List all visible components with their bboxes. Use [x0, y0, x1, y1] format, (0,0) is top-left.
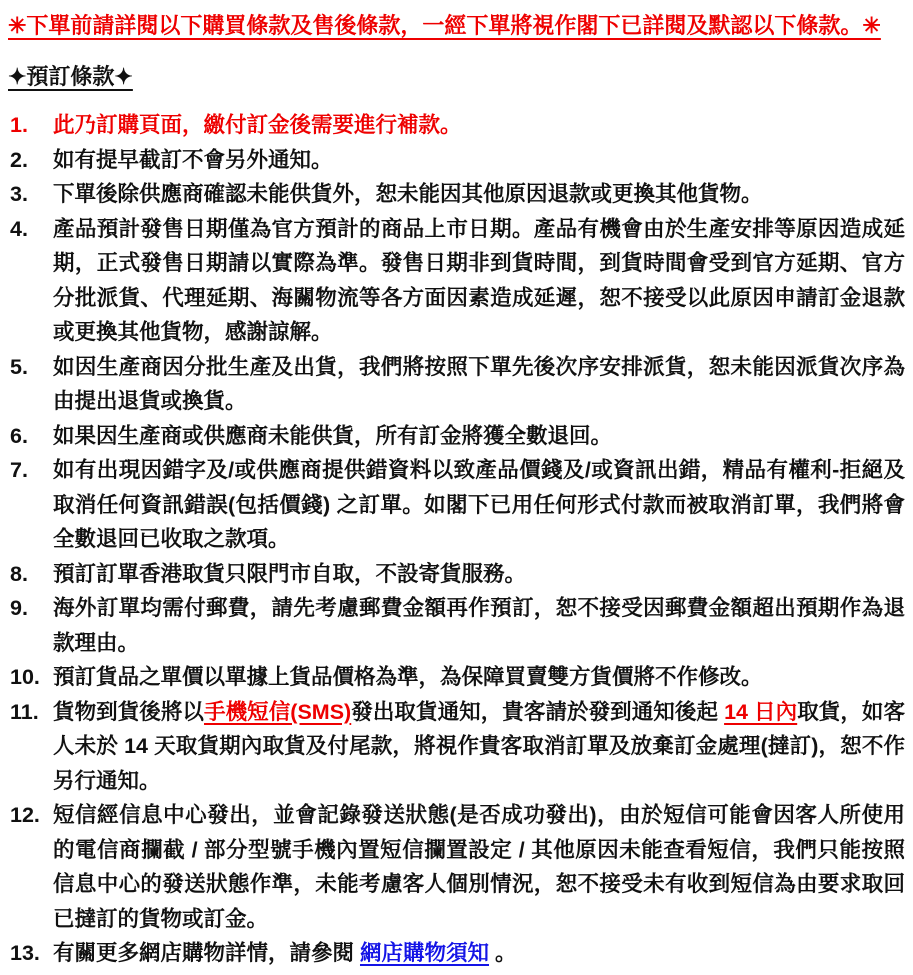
term-text-segment: 。	[489, 941, 517, 965]
section-title-row	[8, 59, 905, 94]
term-item	[8, 660, 905, 695]
term-item	[8, 108, 905, 143]
term-text-segment: 如有提早截訂不會另外通知。	[53, 147, 333, 172]
section-title: ✦預訂條款✦	[8, 64, 133, 89]
term-number: 2.	[10, 147, 28, 172]
term-number: 10.	[10, 665, 40, 689]
term-number: 3.	[10, 182, 28, 206]
term-text-segment: 此乃訂購頁面，繳付訂金後需要進行補款。	[53, 113, 462, 137]
term-item	[8, 419, 905, 454]
term-item	[8, 591, 905, 660]
term-text-segment: 產品預計發售日期僅為官方預計的商品上市日期。產品有機會由於生產安排等原因造成延期，正式發售日期請以實際為準。發售日期非到貨時間，到貨時間會受到官方延期、官方分批派貨、代理延期、海關物流等各方面因素造成延遲，恕不接受以此原因申請訂金退款或更換其他貨物，感謝諒解。	[53, 216, 905, 344]
term-text-segment: 海外訂單均需付郵費，請先考慮郵費金額再作預訂，恕不接受因郵費金額超出預期作為退款理由。	[53, 596, 905, 655]
term-text-segment: 短信經信息中心發出，並會記錄發送狀態(是否成功發出)，由於短信可能會因客人所使用的電信商攔截 / 部分型號手機內置短信攔置設定 / 其他原因未能查看短信，我們只能按照信息中心的發送狀態作準，未能考慮客人個別情況，恕不接受未有收到短信為由要求取回已撻訂的貨物或訂金。	[53, 803, 905, 931]
term-text-segment: 取貨，如客人未於 14 天取貨期內取貨及付尾款，將視作貴客取消訂單及放棄訂金處理(撻訂)，恕不作另行通知。	[53, 699, 905, 793]
term-text-segment: 預訂貨品之單價以單據上貨品價格為準，為保障買賣雙方貨價將不作修改。	[53, 665, 763, 689]
term-text-segment: 貨物到貨後將以	[53, 699, 205, 724]
term-number: 4.	[10, 216, 28, 241]
term-number: 7.	[10, 458, 28, 482]
terms-list	[8, 108, 905, 971]
term-number: 11.	[10, 699, 39, 724]
term-item	[8, 350, 905, 419]
term-number: 6.	[10, 423, 28, 448]
term-item	[8, 695, 905, 799]
term-number: 1.	[10, 113, 28, 137]
term-text-segment: 下單後除供應商確認未能供貨外，恕未能因其他原因退款或更換其他貨物。	[53, 182, 763, 206]
term-item	[8, 557, 905, 592]
term-item	[8, 936, 905, 971]
term-text-segment: 有關更多網店購物詳情，請參閱	[53, 941, 360, 965]
term-number: 8.	[10, 561, 28, 586]
notice-banner: ✳下單前請詳閱以下購買條款及售後條款，一經下單將視作閣下已詳閱及默認以下條款。✳	[8, 13, 881, 38]
term-item	[8, 177, 905, 212]
term-text-segment: 如因生產商因分批生產及出貨，我們將按照下單先後次序安排派貨，恕未能因派貨次序為由提出退貨或換貨。	[53, 354, 905, 413]
term-text-segment: 如果因生產商或供應商未能供貨，所有訂金將獲全數退回。	[53, 423, 613, 448]
store-shopping-notice-link[interactable]: 網店購物須知	[359, 941, 489, 965]
term-text-segment: 預訂訂單香港取貨只限門市自取，不設寄貨服務。	[53, 561, 527, 586]
term-item	[8, 453, 905, 557]
term-text-segment: 14 日內	[724, 699, 798, 724]
term-item	[8, 798, 905, 936]
term-number: 9.	[10, 596, 28, 620]
term-number: 5.	[10, 354, 28, 379]
term-text-segment: 手機短信(SMS)	[204, 699, 352, 724]
term-text-segment: 如有出現因錯字及/或供應商提供錯資料以致產品價錢及/或資訊出錯，精品有權利-拒絕及取消任何資訊錯誤(包括價錢) 之訂單。如閣下已用任何形式付款而被取消訂單，我們將會全數退回已收取之款項。	[53, 458, 905, 551]
term-number: 12.	[10, 803, 40, 827]
term-number: 13.	[10, 941, 40, 965]
term-item	[8, 212, 905, 350]
term-text-segment: 發出取貨通知，貴客請於發到通知後起	[351, 699, 725, 724]
term-item	[8, 143, 905, 178]
